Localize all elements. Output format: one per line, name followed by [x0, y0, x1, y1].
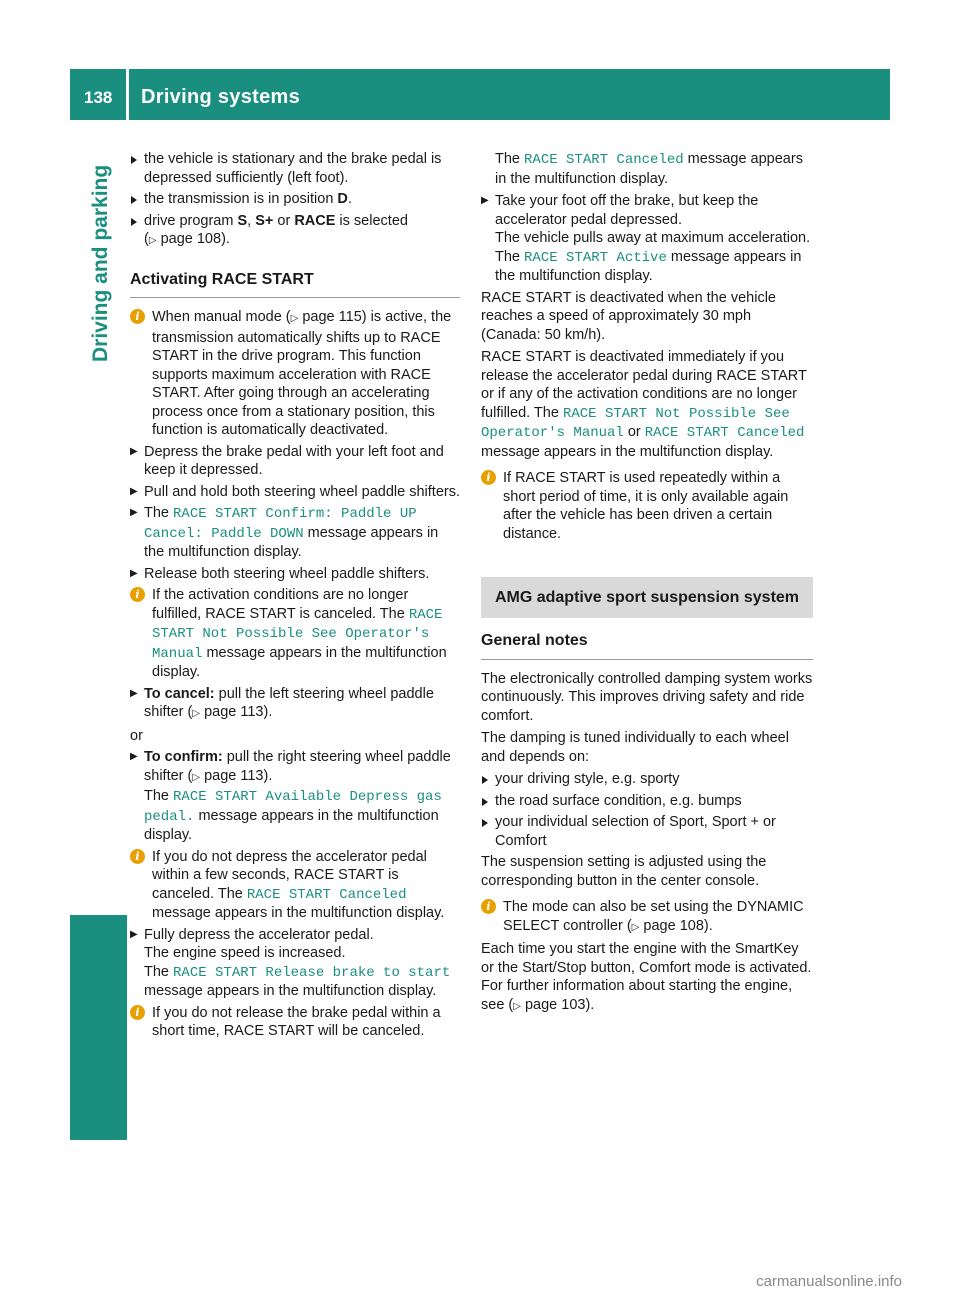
instruction-step [130, 565, 460, 584]
instruction-step [481, 192, 813, 286]
conjunction: or [273, 212, 295, 229]
step-text: The [495, 248, 525, 265]
info-text: When manual mode ( [152, 309, 291, 325]
page-reference-link[interactable]: page 113 [204, 704, 264, 720]
instruction-step [130, 685, 460, 724]
step-text: The [144, 788, 174, 804]
page-ref-icon: ▷ [290, 313, 299, 324]
instruction-step [130, 926, 460, 1001]
info-note [481, 898, 813, 937]
step-text: message appears in the multifunction display. [144, 524, 439, 560]
paragraph [481, 150, 813, 188]
page-ref-icon: ▷ [192, 771, 201, 783]
paragraph-text: The [495, 151, 525, 167]
step-text: Release both steering wheel paddle shifters. [144, 565, 430, 582]
info-text: If the activation conditions are no longer fulfilled, RACE START is canceled. The [152, 587, 409, 622]
page-reference-link[interactable]: page 103 [524, 996, 586, 1013]
list-item-text: the road surface condition, e.g. bumps [495, 792, 742, 809]
info-icon: i [130, 849, 145, 864]
punctuation: ). [585, 996, 595, 1013]
instruction-step [130, 483, 460, 502]
display-message: RACE START Canceled [644, 425, 805, 441]
watermark: carmanualsonline.info [756, 1273, 902, 1290]
or-separator: or [130, 727, 143, 744]
step-text: Take your foot off the brake, but keep the accelerator pedal depressed. [495, 193, 759, 228]
section-heading-box: AMG adaptive sport suspension system [481, 577, 813, 618]
step-text: message appears in the multifunction display. [144, 807, 439, 843]
step-text: Depress the brake pedal with your left foot and keep it depressed. [144, 443, 444, 478]
paragraph [481, 940, 813, 1016]
left-column [130, 150, 460, 1044]
display-message: RACE START Canceled [524, 152, 684, 168]
step-text: pull the right steering wheel paddle shifter ( [144, 749, 451, 784]
step-text: pull the left steering wheel paddle shifter ( [144, 685, 434, 720]
list-item [481, 792, 813, 811]
list-item-text: the transmission is in position [144, 191, 338, 207]
step-text: message appears in the multifunction display. [495, 248, 802, 284]
step-text: Pull and hold both steering wheel paddle shifters. [144, 483, 460, 500]
info-icon: i [130, 309, 145, 324]
paragraph-text: message appears in the multifunction display. [481, 443, 774, 460]
step-label: To cancel: [144, 685, 215, 702]
program-race: RACE [294, 212, 336, 229]
program-splus: S+ [255, 212, 274, 229]
display-message: RACE START Confirm: Paddle UP Cancel: Paddle DOWN [144, 506, 417, 542]
paragraph [481, 348, 813, 461]
punctuation: . [347, 191, 352, 207]
display-message: RACE START Active [524, 249, 667, 266]
step-text: Fully depress the accelerator pedal. [144, 926, 374, 943]
paragraph-text: Each time you start the engine with the SmartKey or the Start/Stop button, Comfort mode is activated. For further information about starting the engine, see ( [481, 941, 812, 1013]
info-note [130, 586, 460, 682]
page-number: 138 [84, 88, 113, 107]
program-s: S [237, 212, 248, 229]
page-reference-link[interactable]: page 113 [204, 767, 264, 784]
info-note [130, 308, 460, 440]
info-icon: i [481, 899, 496, 914]
info-text: ) is active, the transmission automatically shifts up to RACE START in the drive program. This function supports maximum acceleration with RACE START. After going through an accelerating process once from a stationary position, this function is automatically deactivated. [152, 309, 452, 438]
info-text: If you do not depress the accelerator pedal within a few seconds, RACE START is canceled. The [152, 848, 427, 902]
side-tab-block [70, 915, 127, 1140]
display-message: RACE START Available Depress gas pedal. [144, 789, 442, 825]
punctuation: ). [703, 917, 713, 934]
header-divider [126, 69, 129, 120]
instruction-step [130, 443, 460, 480]
info-text: If RACE START is used repeatedly within a short period of time, it is only available again after the vehicle has been driven a certain distance. [503, 470, 789, 542]
list-item [130, 150, 460, 187]
list-item [481, 770, 813, 789]
info-icon: i [481, 470, 496, 485]
info-note [481, 469, 813, 543]
step-text: The [144, 505, 174, 521]
page-ref-icon: ▷ [148, 235, 157, 246]
step-text: The vehicle pulls away at maximum acceleration. [495, 230, 811, 246]
display-message: RACE START Not Possible See Operator's Manual [152, 606, 443, 662]
info-note [130, 1004, 460, 1041]
side-tab-label: Driving and parking [89, 164, 112, 362]
page-ref-icon: ▷ [192, 708, 201, 719]
chapter-title: Driving systems [141, 86, 301, 108]
list-item [130, 190, 460, 209]
step-label: To confirm: [144, 749, 223, 765]
display-message: RACE START Not Possible See Operator's Manual [481, 405, 790, 441]
paragraph-text: RACE START is deactivated immediately if you release the accelerator pedal during RACE START or if any of the activation conditions are no longer fulfilled. The [481, 349, 807, 421]
page-ref-icon: ▷ [513, 1000, 521, 1012]
gear-position: D [337, 191, 348, 207]
list-item [481, 813, 813, 850]
punctuation: ). [263, 704, 273, 720]
list-item: drive program S, S+ or RACE is selected (▷ page 108). [130, 212, 460, 251]
section-heading: General notes [481, 632, 813, 660]
info-icon: i [130, 1005, 145, 1020]
paragraph: The damping is tuned individually to each wheel and depends on: [481, 730, 789, 765]
info-text: If you do not release the brake pedal within a short time, RACE START will be canceled. [152, 1004, 441, 1039]
list-item-text: your individual selection of Sport, Sport + or Comfort [495, 814, 776, 849]
page-ref-icon: ▷ [631, 921, 640, 933]
info-icon: i [130, 587, 145, 602]
section-heading: Activating RACE START [130, 271, 460, 299]
info-text: The mode can also be set using the DYNAMIC SELECT controller ( [503, 899, 804, 934]
list-item-text: drive program [144, 212, 238, 229]
instruction-step [130, 504, 460, 562]
step-text: The engine speed is increased. [144, 945, 346, 961]
paragraph-text: message appears in the multifunction display. [495, 151, 803, 187]
punctuation: ). [263, 767, 273, 784]
conjunction: or [623, 424, 645, 440]
info-note [130, 848, 460, 923]
info-text: message appears in the multifunction display. [152, 905, 445, 921]
page-reference-link[interactable]: page 108 [643, 917, 704, 934]
separator: , [247, 212, 256, 229]
list-item-text: your driving style, e.g. sporty [495, 771, 680, 787]
list-item-text: the vehicle is stationary and the brake pedal is depressed sufficiently (left foot). [144, 151, 442, 186]
display-message: RACE START Release brake to start [173, 964, 451, 981]
paragraph: The suspension setting is adjusted using the corresponding button in the center console. [481, 854, 767, 889]
step-text: The [144, 963, 174, 980]
display-message: RACE START Canceled [246, 886, 407, 903]
step-text: message appears in the multifunction display. [144, 983, 437, 999]
list-item-text: is selected [335, 212, 408, 229]
paragraph: RACE START is deactivated when the vehicle reaches a speed of approximately 30 mph (Canada: 50 km/h). [481, 289, 776, 343]
paragraph: The electronically controlled damping system works continuously. This improves driving safety and ride comfort. [481, 670, 813, 724]
info-text: message appears in the multifunction display. [152, 644, 447, 680]
instruction-step [130, 748, 460, 845]
page-reference-link[interactable]: page 108 [160, 231, 222, 247]
right-column [481, 150, 813, 1020]
page-reference-link[interactable]: page 115 [302, 309, 362, 325]
